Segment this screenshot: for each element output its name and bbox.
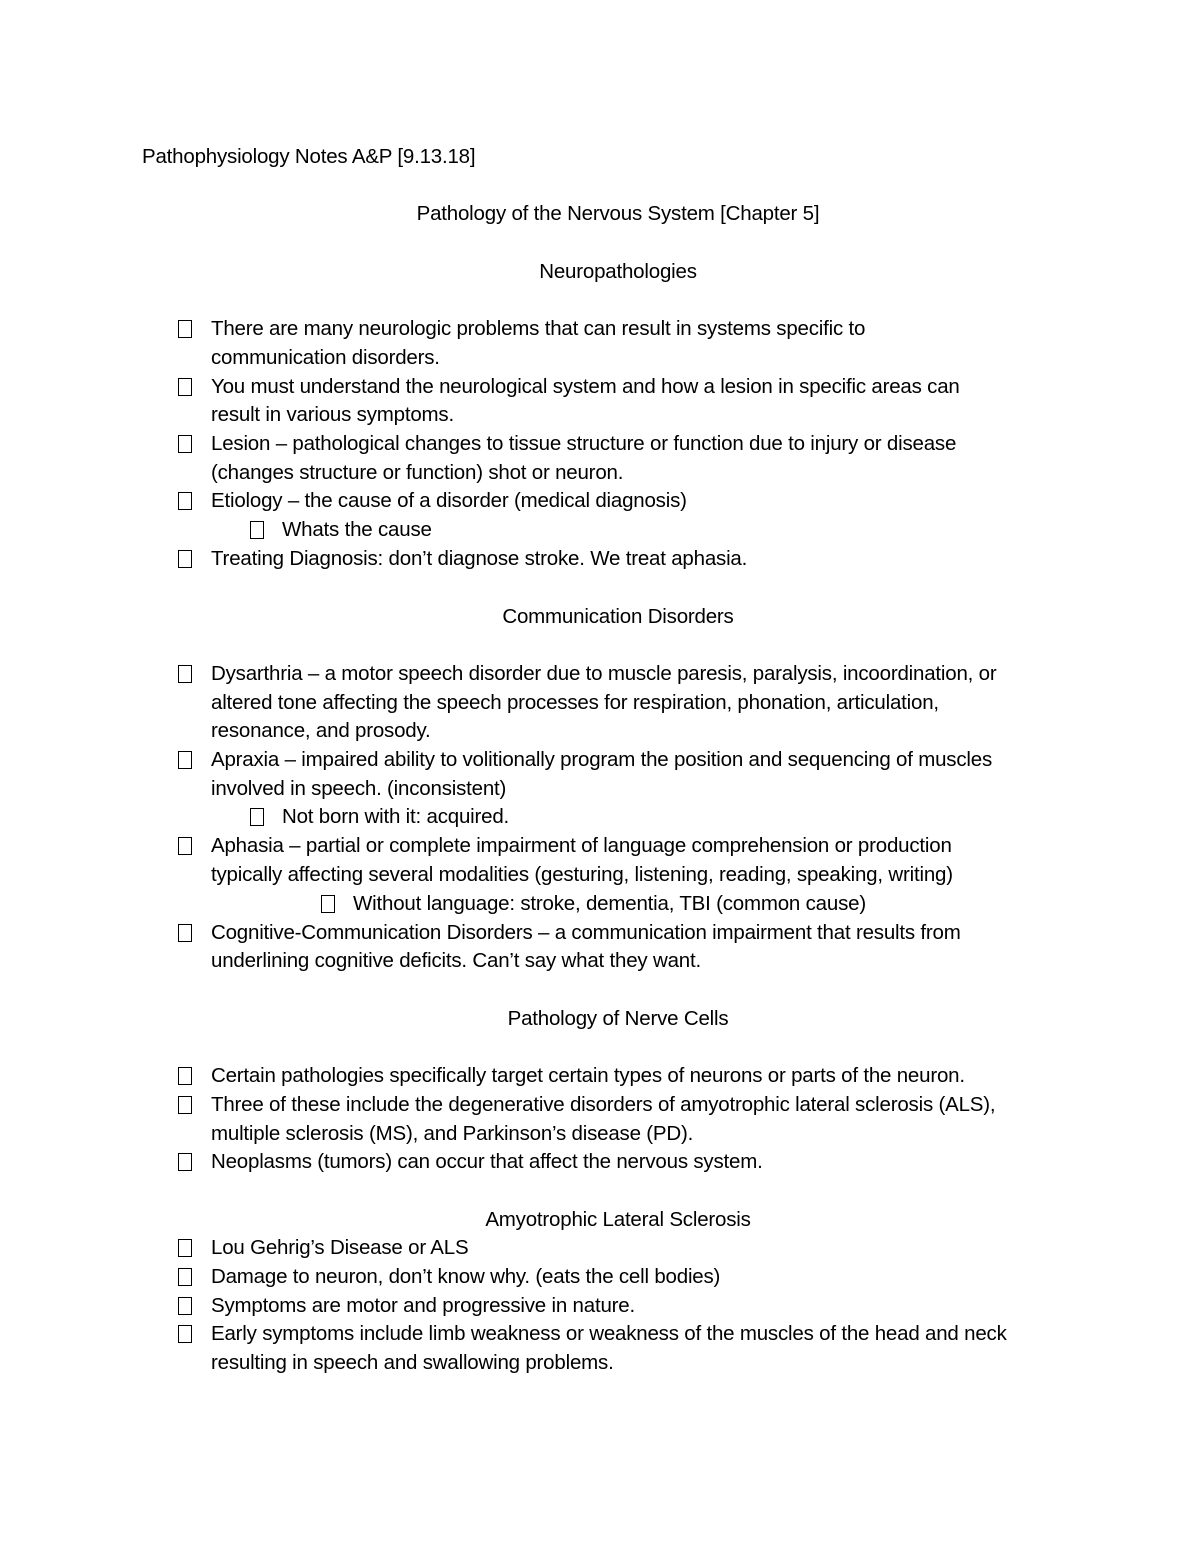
section-title-pathology-of-nerve-cells: Pathology of Nerve Cells	[507, 1007, 729, 1030]
bullet-missing-glyph-icon	[178, 665, 192, 683]
list-item: You must understand the neurological system and how a lesion in specific areas can	[211, 375, 960, 398]
list-item: Dysarthria – a motor speech disorder due to muscle paresis, paralysis, incoordination, or	[211, 662, 997, 685]
list-item: Apraxia – impaired ability to volitionally program the position and sequencing of muscles	[211, 748, 992, 771]
bullet-missing-glyph-icon	[178, 837, 192, 855]
bullet-missing-glyph-icon	[178, 320, 192, 338]
list-item-continuation: underlining cognitive deficits. Can’t say what they want.	[211, 949, 701, 972]
list-item: Neoplasms (tumors) can occur that affect the nervous system.	[211, 1150, 763, 1173]
list-item-continuation: typically affecting several modalities (gesturing, listening, reading, speaking, writing)	[211, 863, 953, 886]
list-item: Three of these include the degenerative disorders of amyotrophic lateral sclerosis (ALS),	[211, 1093, 996, 1116]
bullet-missing-glyph-icon	[178, 378, 192, 396]
list-item-continuation: communication disorders.	[211, 346, 440, 369]
list-item: Lesion – pathological changes to tissue structure or function due to injury or disease	[211, 432, 957, 455]
list-item: Certain pathologies specifically target certain types of neurons or parts of the neuron.	[211, 1064, 965, 1087]
list-item: Etiology – the cause of a disorder (medical diagnosis)	[211, 489, 687, 512]
section-title-neuropathologies: Neuropathologies	[539, 260, 697, 283]
list-item-continuation: multiple sclerosis (MS), and Parkinson’s disease (PD).	[211, 1122, 694, 1145]
list-item: There are many neurologic problems that can result in systems specific to	[211, 317, 866, 340]
list-item: Cognitive-Communication Disorders – a communication impairment that results from	[211, 921, 961, 944]
section-title-als: Amyotrophic Lateral Sclerosis	[485, 1208, 751, 1231]
bullet-missing-glyph-icon	[178, 550, 192, 568]
list-item-continuation: (changes structure or function) shot or neuron.	[211, 461, 624, 484]
sub-bullet-missing-glyph-icon	[250, 808, 264, 826]
chapter-heading: Pathology of the Nervous System [Chapter 5]	[416, 202, 820, 225]
sub-list-item: Not born with it: acquired.	[282, 805, 510, 828]
bullet-missing-glyph-icon	[178, 924, 192, 942]
sub-list-item: Without language: stroke, dementia, TBI (common cause)	[353, 892, 866, 915]
list-item-continuation: resonance, and prosody.	[211, 719, 431, 742]
list-item: Early symptoms include limb weakness or weakness of the muscles of the head and neck	[211, 1322, 1007, 1345]
document-title: Pathophysiology Notes A&P [9.13.18]	[142, 145, 476, 168]
bullet-missing-glyph-icon	[178, 751, 192, 769]
sub-bullet-missing-glyph-icon	[250, 521, 264, 539]
list-item-continuation: resulting in speech and swallowing problems.	[211, 1351, 614, 1374]
bullet-missing-glyph-icon	[178, 1239, 192, 1257]
list-item-continuation: altered tone affecting the speech processes for respiration, phonation, articulation,	[211, 691, 939, 714]
list-item-continuation: result in various symptoms.	[211, 403, 454, 426]
bullet-missing-glyph-icon	[178, 492, 192, 510]
sub-list-item: Whats the cause	[282, 518, 432, 541]
bullet-missing-glyph-icon	[178, 1268, 192, 1286]
bullet-missing-glyph-icon	[178, 1067, 192, 1085]
list-item-continuation: involved in speech. (inconsistent)	[211, 777, 507, 800]
bullet-missing-glyph-icon	[178, 1153, 192, 1171]
bullet-missing-glyph-icon	[178, 1325, 192, 1343]
sub-bullet-missing-glyph-icon	[321, 895, 335, 913]
list-item: Symptoms are motor and progressive in nature.	[211, 1294, 635, 1317]
list-item: Damage to neuron, don’t know why. (eats the cell bodies)	[211, 1265, 721, 1288]
section-title-communication-disorders: Communication Disorders	[502, 605, 734, 628]
bullet-missing-glyph-icon	[178, 1096, 192, 1114]
list-item: Aphasia – partial or complete impairment of language comprehension or production	[211, 834, 952, 857]
list-item: Lou Gehrig’s Disease or ALS	[211, 1236, 469, 1259]
list-item: Treating Diagnosis: don’t diagnose stroke. We treat aphasia.	[211, 547, 748, 570]
bullet-missing-glyph-icon	[178, 435, 192, 453]
bullet-missing-glyph-icon	[178, 1297, 192, 1315]
